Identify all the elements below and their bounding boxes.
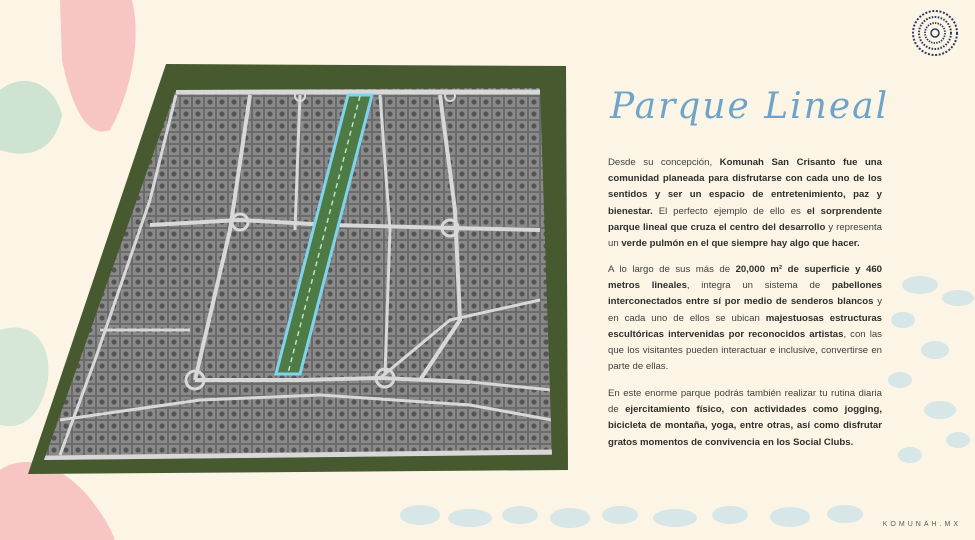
text-run: En este enorme parque podrás también realizar tu rutina diaria de (608, 388, 882, 416)
bold-text: 20,000 m² de superficie y 460 metros lineales (608, 264, 882, 292)
text-run: Desde su concepción, (608, 157, 720, 168)
bold-text: el sorprendente parque lineal que cruza el centro del desarrollo (608, 205, 882, 233)
bold-text: Komunah San Crisanto fue una comunidad planeada para disfrutarse con cada uno de los sentidos y ser un espacio de entretenimiento, paz y bienestar. (608, 157, 882, 217)
text-run: A lo largo de sus más de (608, 264, 736, 275)
text-run: , integra un sistema de (686, 280, 832, 292)
text-run: y en cada uno de ellos se ubican (608, 296, 882, 324)
text-run: y representa un (608, 221, 883, 250)
paragraph-activities (608, 386, 882, 451)
paragraph-surface (608, 262, 882, 375)
paragraph-intro (608, 155, 882, 252)
footer-website: KOMUNAH.MX (882, 521, 961, 528)
text-run: El perfecto ejemplo de ello es (652, 205, 807, 217)
bold-text: majestuosas estructuras escultóricas intervenidas por reconocidos artistas (608, 312, 882, 340)
sun-mandala-logo-icon (910, 8, 960, 58)
bold-text: verde pulmón en el que siempre hay algo que hacer. (621, 238, 860, 250)
text-run: , con las que los visitantes pueden interactuar e inclusive, convertirse en parte de ellas. (608, 328, 882, 373)
bold-text: ejercitamiento físico, con actividades como jogging, bicicleta de montaña, yoga, entre otras, así como disfrutar gratos momentos de convivencia en los Social Clubs. (608, 404, 882, 448)
bold-text: pabellones interconectados entre sí por medio de senderos blancos (608, 280, 882, 308)
page-title: Parque Lineal (610, 86, 890, 127)
